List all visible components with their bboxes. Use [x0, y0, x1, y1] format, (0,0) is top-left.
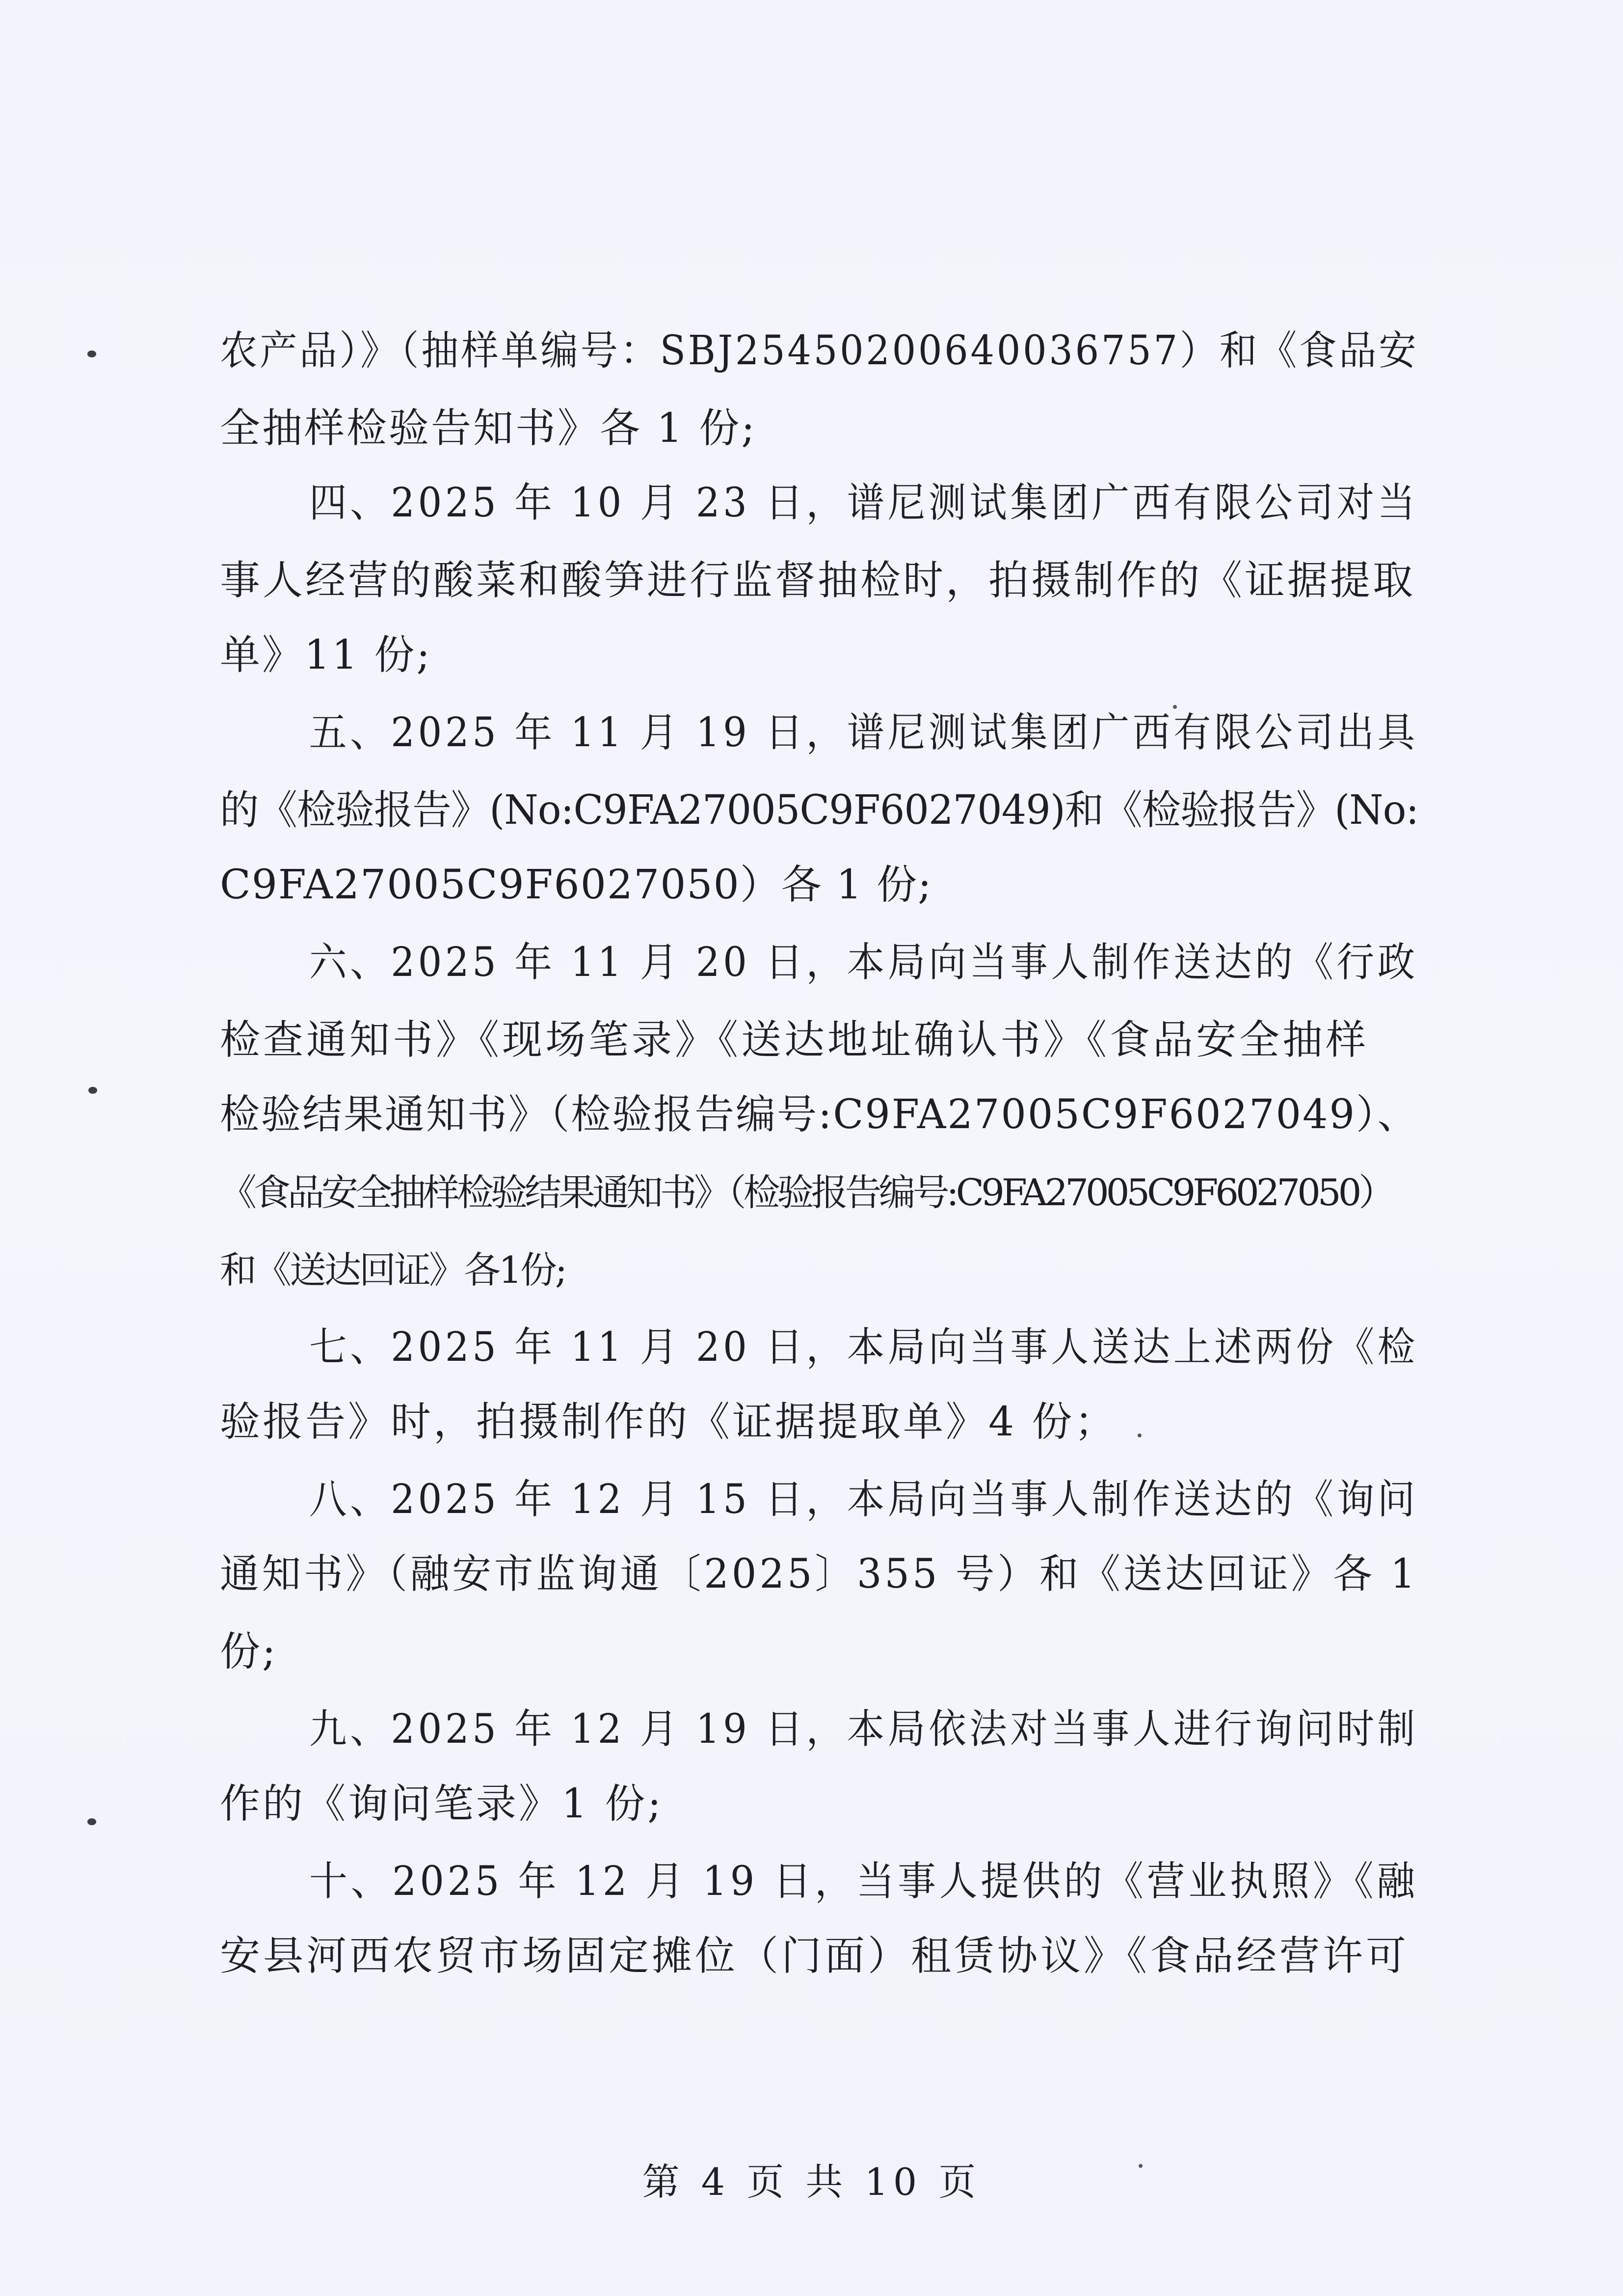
body-line: 事人经营的酸菜和酸笋进行监督抽检时，拍摄制作的《证据提取: [220, 557, 1416, 604]
body-line: 通知书》（融安市监询通〔2025〕355 号）和《送达回证》各 1: [220, 1551, 1418, 1597]
body-line: 和《送达回证》各1份;: [220, 1248, 565, 1292]
paragraph-first-line: 五、2025 年 11 月 19 日，谱尼测试集团广西有限公司出具: [309, 709, 1418, 756]
body-line: 农产品）》（抽样单编号：SBJ25450200640036757）和《食品安: [220, 327, 1419, 374]
body-line: 验报告》时，拍摄制作的《证据提取单》4 份；: [220, 1399, 1117, 1445]
body-line: 作的《询问笔录》1 份;: [220, 1781, 664, 1827]
paragraph-first-line: 十、2025 年 12 月 19 日，当事人提供的《营业执照》《融: [309, 1858, 1418, 1905]
body-line: 全抽样检验告知书》各 1 份;: [220, 405, 757, 452]
body-line: 单》11 份;: [220, 632, 432, 678]
paragraph-first-line: 四、2025 年 10 月 23 日，谱尼测试集团广西有限公司对当: [309, 480, 1418, 526]
body-line: 的《检验报告》(No:C9FA27005C9F6027049)和《检验报告》(No:: [220, 787, 1419, 834]
body-line: 《食品安全抽样检验结果通知书》（检验报告编号:C9FA27005C9F6027050）: [220, 1171, 1393, 1214]
body-line: 检查通知书》《现场笔录》《送达地址确认书》《食品安全抽样: [220, 1017, 1369, 1063]
body-line: 检验结果通知书》（检验报告编号:C9FA27005C9F6027049）、: [220, 1091, 1419, 1138]
paragraph-first-line: 八、2025 年 12 月 15 日，本局向当事人制作送达的《询问: [309, 1476, 1418, 1523]
binding-hole-mark: [87, 351, 96, 357]
paragraph-first-line: 六、2025 年 11 月 20 日，本局向当事人制作送达的《行政: [309, 939, 1418, 986]
binding-hole-mark: [88, 1087, 97, 1094]
page-number: 第 4 页 共 10 页: [642, 2160, 981, 2204]
paragraph-first-line: 九、2025 年 12 月 19 日，本局依法对当事人进行询问时制: [309, 1706, 1418, 1753]
body-line: C9FA27005C9F6027050）各 1 份;: [220, 862, 932, 908]
body-line: 安县河西农贸市场固定摊位（门面）租赁协议》《食品经营许可: [220, 1933, 1410, 1979]
paragraph-first-line: 七、2025 年 11 月 20 日，本局向当事人送达上述两份《检: [309, 1324, 1418, 1371]
body-line: 份;: [220, 1628, 278, 1675]
binding-hole-mark: [87, 1818, 96, 1825]
scan-speck: [1138, 1433, 1142, 1437]
